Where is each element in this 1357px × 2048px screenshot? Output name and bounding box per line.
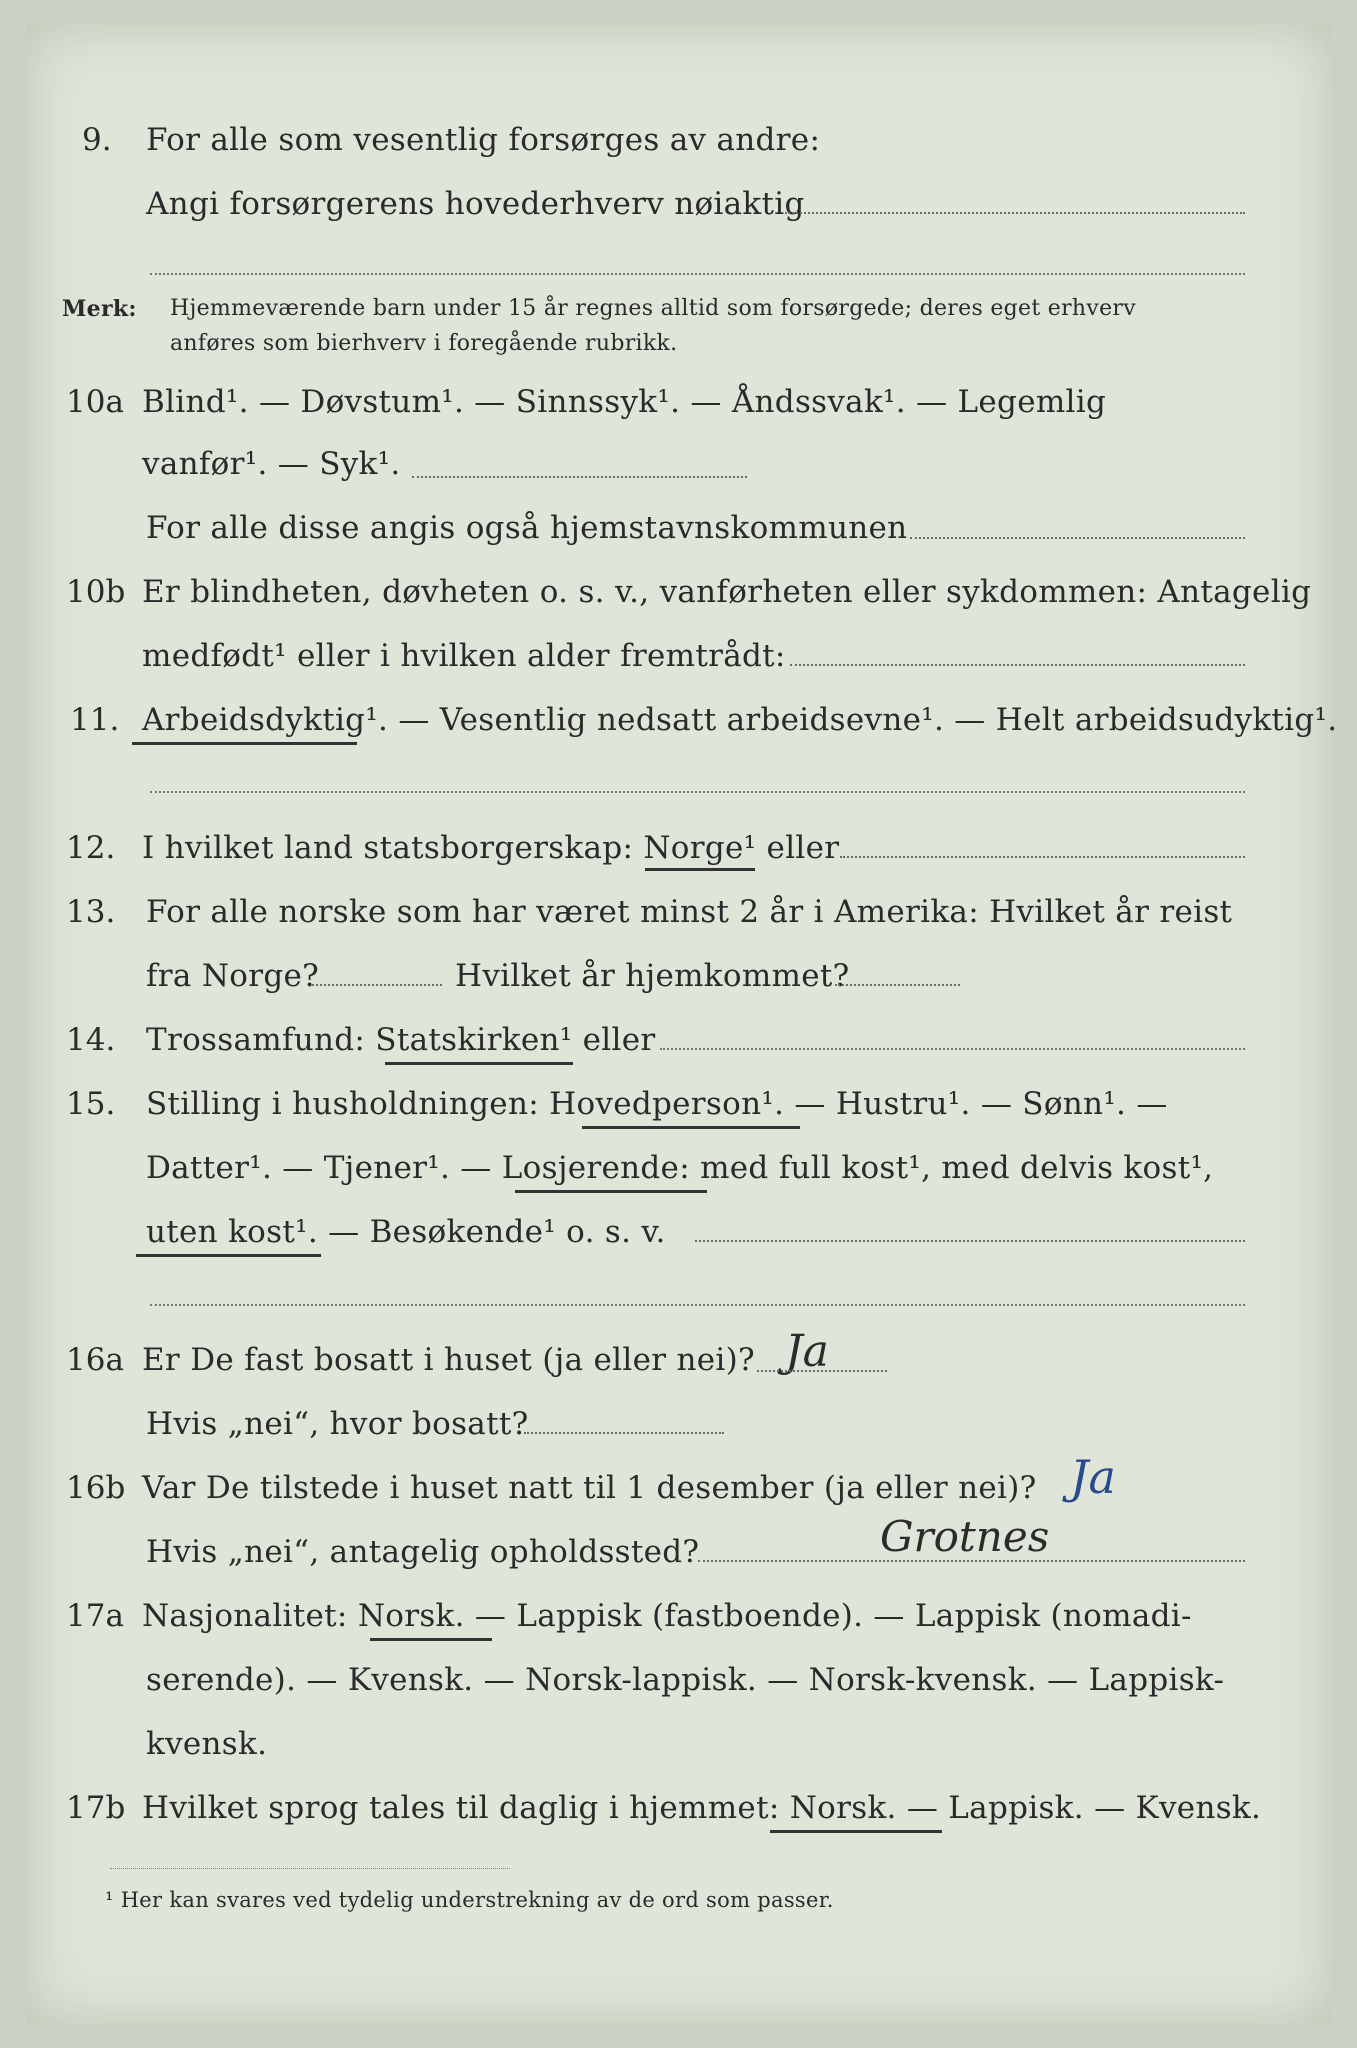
q16a-handwritten-answer: Ja	[785, 1326, 829, 1377]
q17a-number: 17a	[66, 1598, 124, 1634]
q9-answer-line-2[interactable]	[150, 273, 1245, 275]
merk-label: Merk:	[62, 296, 137, 322]
q16a-answer-line[interactable]	[757, 1370, 887, 1372]
q16b-handwritten-answer-2: Grotnes	[880, 1512, 1050, 1561]
q15-underline-losjerende	[515, 1190, 707, 1193]
q11-number: 11.	[70, 702, 120, 738]
q13-line2b: Hvilket år hjemkommet?	[455, 958, 850, 994]
q10a-line3: For alle disse angis også hjemstavnskommunen	[146, 510, 908, 546]
q15-underline-hovedperson	[582, 1126, 800, 1129]
q10a-hjemstavn-line[interactable]	[910, 537, 1245, 539]
footnote: ¹ Her kan svares ved tydelig understrekning av de ord som passer.	[105, 1888, 834, 1912]
q12-underline-norge	[645, 868, 755, 871]
q15-answer-line-2[interactable]	[150, 1304, 1245, 1306]
q16b-line2: Hvis „nei“, antagelig opholdssted?	[146, 1534, 700, 1570]
q16b-opholdssted-line[interactable]	[698, 1560, 1245, 1562]
q15-answer-line[interactable]	[695, 1240, 1245, 1242]
q13-reist-line[interactable]	[312, 984, 442, 986]
q16a-number: 16a	[66, 1342, 124, 1378]
q15-underline-uten-kost	[136, 1254, 321, 1257]
merk-line2: anføres som bierhverv i foregående rubrikk.	[170, 331, 678, 356]
q16a-line2: Hvis „nei“, hvor bosatt?	[146, 1406, 529, 1442]
q13-line1: For alle norske som har været minst 2 år i Amerika: Hvilket år reist	[146, 894, 1233, 930]
q12-number: 12.	[66, 830, 116, 866]
q17b-line1: Hvilket sprog tales til daglig i hjemmet: Norsk. — Lappisk. — Kvensk.	[142, 1790, 1262, 1826]
q14-underline-statskirken	[385, 1062, 573, 1065]
merk-line1: Hjemmeværende barn under 15 år regnes alltid som forsørgede; deres eget erhverv	[170, 296, 1136, 321]
q13-number: 13.	[66, 894, 116, 930]
q16a-line1: Er De fast bosatt i huset (ja eller nei)?	[142, 1342, 755, 1378]
q10a-number: 10a	[66, 384, 124, 420]
q11-line1: Arbeidsdyktig¹. — Vesentlig nedsatt arbeidsevne¹. — Helt arbeidsudyktig¹.	[142, 702, 1338, 738]
q10a-line2: vanfør¹. — Syk¹.	[142, 446, 401, 482]
q12-line1: I hvilket land statsborgerskap: Norge¹ eller	[142, 830, 840, 866]
q17b-underline-norsk	[770, 1830, 942, 1833]
q9-number: 9.	[82, 122, 112, 158]
q10a-line1: Blind¹. — Døvstum¹. — Sinnssyk¹. — Åndssvak¹. — Legemlig	[142, 384, 1107, 420]
q10b-line1: Er blindheten, døvheten o. s. v., vanførheten eller sykdommen: Antagelig	[142, 574, 1312, 610]
q16a-bosatt-line[interactable]	[524, 1432, 724, 1434]
q15-line1: Stilling i husholdningen: Hovedperson¹. — Hustru¹. — Sønn¹. —	[146, 1086, 1168, 1122]
q9-answer-line[interactable]	[785, 212, 1245, 214]
q10a-syk-line[interactable]	[412, 476, 747, 478]
q17a-line1: Nasjonalitet: Norsk. — Lappisk (fastboende). — Lappisk (nomadi-	[142, 1598, 1192, 1634]
q15-line2: Datter¹. — Tjener¹. — Losjerende: med full kost¹, med delvis kost¹,	[146, 1150, 1214, 1186]
q11-underline-arbeidsdyktig	[132, 742, 357, 745]
q17a-line3: kvensk.	[146, 1726, 268, 1762]
q16b-line1: Var De tilstede i huset natt til 1 desember (ja eller nei)?	[142, 1470, 1037, 1506]
q15-number: 15.	[66, 1086, 116, 1122]
q15-line3: uten kost¹. — Besøkende¹ o. s. v.	[146, 1214, 666, 1250]
q13-hjemkommet-line[interactable]	[835, 984, 960, 986]
q17a-line2: serende). — Kvensk. — Norsk-lappisk. — Norsk-kvensk. — Lappisk-	[146, 1662, 1225, 1698]
q9-line1: For alle som vesentlig forsørges av andre:	[146, 122, 821, 158]
q10b-answer-line[interactable]	[790, 664, 1245, 666]
q10b-line2: medfødt¹ eller i hvilken alder fremtrådt:	[142, 638, 786, 674]
q16b-handwritten-answer-1: Ja	[1070, 1450, 1116, 1504]
q13-line2a: fra Norge?	[146, 958, 320, 994]
q14-line1: Trossamfund: Statskirken¹ eller	[146, 1022, 656, 1058]
q17b-number: 17b	[66, 1790, 126, 1826]
q11-answer-line[interactable]	[150, 791, 1245, 793]
q12-answer-line[interactable]	[840, 856, 1245, 858]
q16b-number: 16b	[66, 1470, 126, 1506]
q9-line2: Angi forsørgerens hovederhverv nøiaktig	[146, 186, 805, 222]
footnote-divider	[110, 1868, 510, 1869]
q14-number: 14.	[66, 1022, 116, 1058]
q10b-number: 10b	[66, 574, 126, 610]
q14-answer-line[interactable]	[660, 1048, 1245, 1050]
q17a-underline-norsk	[370, 1638, 492, 1641]
